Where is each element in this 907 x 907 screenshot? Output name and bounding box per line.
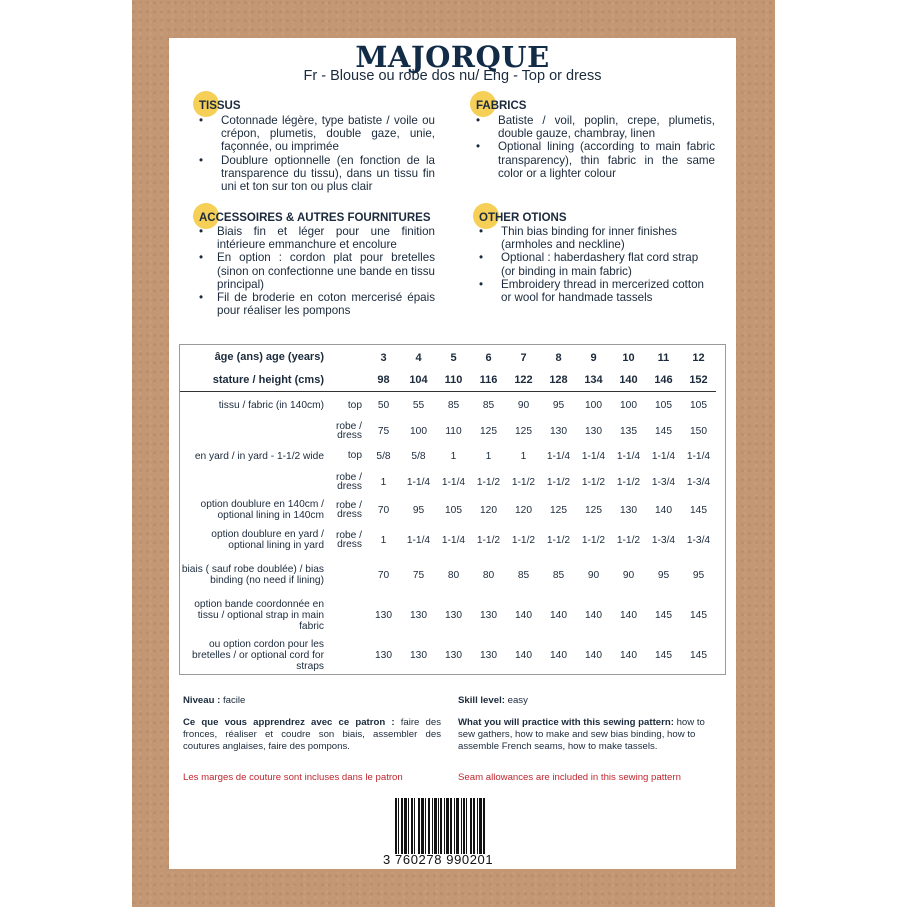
list-item: • Optional lining (according to main fabric transparency), thin fabric in the same color or a lighter colour (476, 140, 715, 180)
table-row-ages: âge (ans) age (years) 3 4 5 6 7 8 9 10 11 12 (180, 345, 716, 370)
bullet-list (199, 225, 435, 317)
footer-french (183, 695, 441, 784)
section-other-options (479, 212, 715, 304)
table-row: robe / dress 75 100 110 125 125 130 130 135 145 150 (335, 420, 707, 441)
height-label: stature / height (cms) (180, 370, 324, 391)
bullet-list (199, 114, 435, 193)
learning-text-fr: Ce que vous apprendrez avec ce patron : faire des fronces, réaliser et coudre son biais, assembler des coutures anglaises, faire des pompons. (183, 717, 442, 752)
table-row: ou option cordon pour les bretelles / or optional cord for straps 130 130 130 130 140 140 140 140 145 145 (192, 638, 707, 672)
seam-note-en: Seam allowances are included in this sewing pattern (458, 772, 681, 783)
section-heading: FABRICS (476, 100, 715, 114)
pattern-label-sheet (169, 38, 736, 869)
list-item: • Embroidery thread in mercerized cotton or wool for handmade tassels (479, 278, 715, 304)
list-item: • Optional : haberdashery flat cord strap (or binding in main fabric) (479, 251, 715, 277)
list-item: • Doublure optionnelle (en fonction de la transparence du tissu), dans un tissu fin uni et ton sur ton ou plus clair (199, 154, 435, 194)
section-fabrics (476, 100, 715, 180)
table-row: biais ( sauf robe doublée) / bias binding (no need if lining) 70 75 80 80 85 85 90 90 95 95 (181, 564, 705, 586)
bullet-list (476, 114, 715, 180)
pattern-title: MAJORQUE (355, 40, 550, 74)
list-item: • Cotonnade légère, type batiste / voile ou crépon, plumetis, double gaze, unie, façonnée, ou imprimée (199, 114, 435, 154)
section-heading: ACCESSOIRES & AUTRES FOURNITURES (199, 212, 435, 226)
list-item: • En option : cordon plat pour bretelles (sinon on confectionne une bande en tissu principal) (199, 251, 435, 291)
list-item: • Biais fin et léger pour une finition intérieure emmanchure et encolure (199, 225, 435, 251)
age-label: âge (ans) age (years) (214, 351, 324, 363)
skill-level-en: Skill level: easy (458, 695, 528, 706)
skill-level-fr: Niveau : facile (183, 695, 246, 706)
section-tissus (199, 100, 435, 193)
list-item: • Batiste / voil, poplin, crepe, plumetis, double gauze, chambray, linen (476, 114, 715, 140)
size-chart-table (180, 345, 716, 675)
barcode-bars-icon (395, 798, 515, 854)
footer-english (458, 695, 723, 784)
table-row: robe / dress 1 1-1/4 1-1/4 1-1/2 1-1/2 1-1/2 1-1/2 1-1/2 1-3/4 1-3/4 (335, 471, 711, 492)
list-item: • Fil de broderie en coton mercerisé épais pour réaliser les pompons (199, 291, 435, 317)
table-row: tissu / fabric (in 140cm) top 50 55 85 85 90 95 100 100 105 105 (218, 399, 707, 411)
barcode-number: 3 760278 990201 (383, 852, 494, 867)
section-heading: TISSUS (199, 100, 435, 114)
table-row-heights: stature / height (cms) 98 104 110 116 122 128 134 140 146 152 (180, 370, 716, 391)
section-heading: OTHER OTIONS (479, 212, 715, 226)
seam-note-fr: Les marges de couture sont incluses dans le patron (183, 772, 403, 783)
learning-text-en: What you will practice with this sewing pattern: how to sew gathers, how to make and sew bias binding, how to assemble French seams, how to make tassels. (458, 717, 705, 752)
pattern-subtitle: Fr - Blouse ou robe dos nu/ Eng - Top or dress (303, 68, 602, 84)
table-row: option bande coordonnée en tissu / optional strap in main fabric 130 130 130 130 140 140 140 140 145 145 (194, 598, 707, 632)
table-row: en yard / in yard - 1-1/2 wide top 5/8 5/8 1 1 1 1-1/4 1-1/4 1-1/4 1-1/4 1-1/4 (194, 450, 711, 462)
section-accessoires (199, 212, 435, 317)
table-row: option doublure en 140cm / optional lining in 140cm robe / dress 70 95 105 120 120 125 125 130 140 145 (200, 499, 707, 521)
bullet-list (479, 225, 715, 304)
table-row: option doublure en yard / optional lining in yard robe / dress 1 1-1/4 1-1/4 1-1/2 1-1/2 1-1/2 1-1/2 1-1/2 1-3/4 1-3/4 (211, 529, 711, 551)
size-chart-box (179, 344, 726, 675)
list-item: • Thin bias binding for inner finishes (armholes and neckline) (479, 225, 715, 251)
barcode (383, 796, 515, 870)
